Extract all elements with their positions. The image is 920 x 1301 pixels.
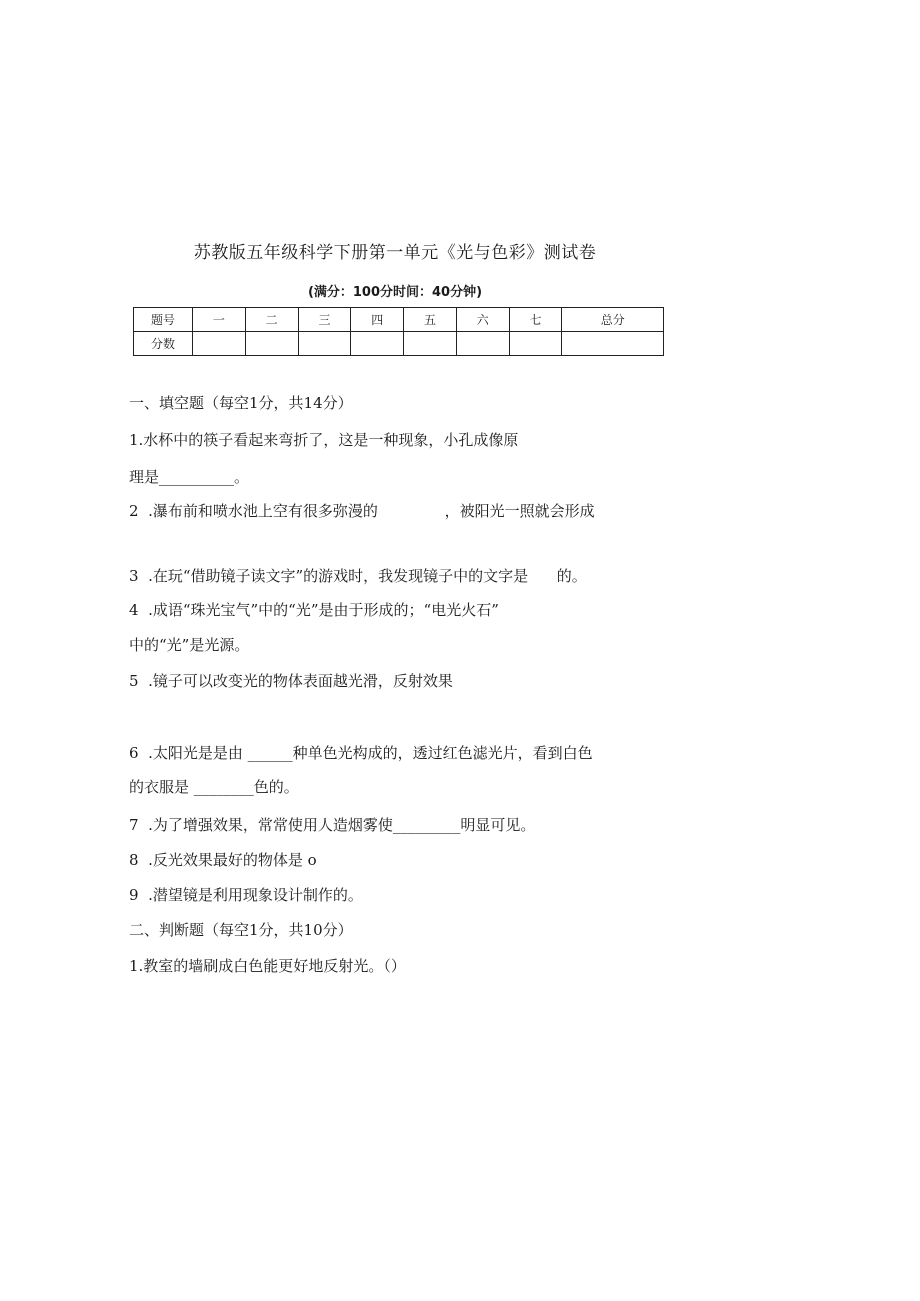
question-9: 9 .潜望镜是利用现象设计制作的。 (129, 886, 363, 904)
score-table (133, 307, 664, 356)
section-2-title: 二、判断题（每空1分，共10分） (129, 921, 353, 939)
section-1-title: 一、填空题（每空1分，共14分） (129, 394, 353, 412)
header-cell-label: 题号 (134, 308, 193, 332)
header-cell-6: 六 (456, 308, 509, 332)
score-cell-3[interactable] (298, 332, 351, 356)
question-7: 7 .为了增强效果，常常使用人造烟雾使_________明显可见。 (129, 816, 536, 834)
header-cell-2: 二 (245, 308, 298, 332)
score-cell-2[interactable] (245, 332, 298, 356)
question-5: 5 .镜子可以改变光的物体表面越光滑，反射效果 (129, 672, 453, 690)
score-table-header-row (134, 308, 664, 332)
question-4-line-2: 中的“光”是光源。 (129, 636, 250, 654)
header-cell-7: 七 (509, 308, 562, 332)
question-3: 3 .在玩“借助镜子读文字”的游戏时，我发现镜子中的文字是 的。 (129, 567, 587, 585)
question-2: 2 .瀑布前和喷水池上空有很多弥漫的 ，被阳光一照就会形成 (129, 502, 595, 520)
question-4-line-1: 4 .成语“珠光宝气”中的“光”是由于形成的；“电光火石” (129, 601, 499, 619)
score-cell-7[interactable] (509, 332, 562, 356)
score-cell-total[interactable] (562, 332, 664, 356)
exam-title: 苏教版五年级科学下册第一单元《光与色彩》测试卷 (193, 243, 597, 263)
score-cell-4[interactable] (351, 332, 404, 356)
question-6-line-2: 的衣服是 ________色的。 (129, 778, 299, 796)
header-cell-3: 三 (298, 308, 351, 332)
score-table-score-row (134, 332, 664, 356)
score-cell-5[interactable] (404, 332, 457, 356)
score-cell-1[interactable] (193, 332, 246, 356)
score-row-label: 分数 (134, 332, 193, 356)
judgment-question-1: 1.教室的墙刷成白色能更好地反射光。（） (129, 957, 406, 975)
header-cell-4: 四 (351, 308, 404, 332)
question-1-line-2: 理是__________。 (129, 468, 250, 486)
question-6-line-1: 6 .太阳光是是由 ______种单色光构成的，透过红色滤光片，看到白色 (129, 744, 593, 762)
exam-subtitle: (满分：100分时间：40分钟) (307, 285, 483, 300)
header-cell-1: 一 (193, 308, 246, 332)
header-cell-total: 总分 (562, 308, 664, 332)
question-1-line-1: 1.水杯中的筷子看起来弯折了，这是一种现象，小孔成像原 (129, 431, 519, 449)
question-8: 8 .反光效果最好的物体是 o (129, 851, 317, 869)
header-cell-5: 五 (404, 308, 457, 332)
score-cell-6[interactable] (456, 332, 509, 356)
